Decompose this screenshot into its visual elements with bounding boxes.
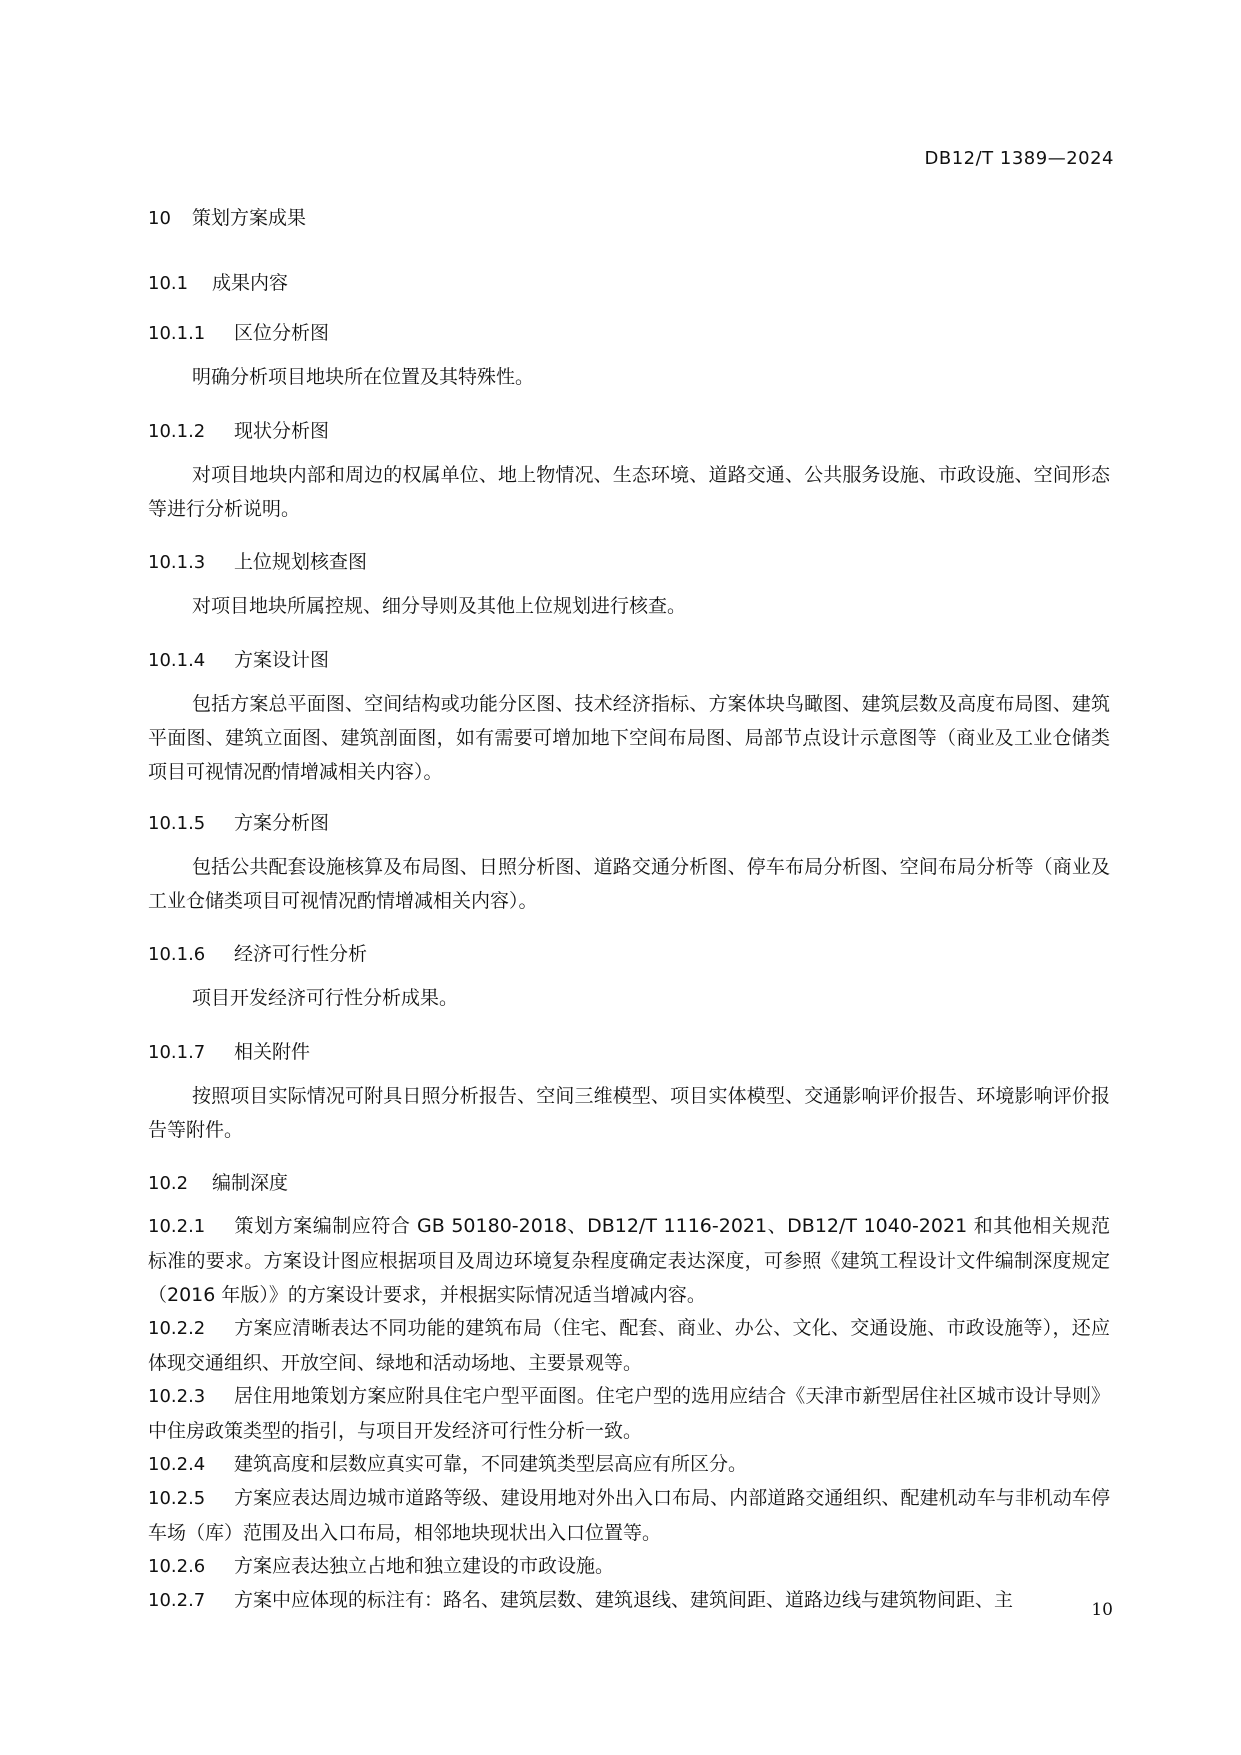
section-number: 10.2 xyxy=(148,1173,189,1194)
paragraph: 项目开发经济可行性分析成果。 xyxy=(192,987,459,1009)
clause-text: 方案应表达独立占地和独立建设的市政设施。 xyxy=(234,1555,615,1577)
document-code: DB12/T 1389—2024 xyxy=(924,148,1114,169)
subsection-title: 上位规划核查图 xyxy=(234,551,368,573)
paragraph: 包括公共配套设施核算及布局图、日照分析图、道路交通分析图、停车布局分析图、空间布局分析等（商业及工业仓储类项目可视情况酌情增减相关内容）。 xyxy=(148,856,1110,912)
subsection-number: 10.1.6 xyxy=(148,944,206,965)
subsection-heading xyxy=(148,1037,310,1064)
paragraph: 对项目地块所属控规、细分导则及其他上位规划进行核查。 xyxy=(192,595,687,617)
clause-number: 10.2.4 xyxy=(148,1454,206,1475)
clause xyxy=(148,1583,1110,1617)
subsection-title: 现状分析图 xyxy=(234,420,330,442)
clause-text: 建筑高度和层数应真实可靠，不同建筑类型层高应有所区分。 xyxy=(234,1453,748,1475)
chapter-heading xyxy=(148,203,306,230)
page-number: 10 xyxy=(1091,1600,1113,1620)
paragraph: 对项目地块内部和周边的权属单位、地上物情况、生态环境、道路交通、公共服务设施、市政设施、空间形态等进行分析说明。 xyxy=(148,464,1110,520)
subsection-title: 方案设计图 xyxy=(234,649,330,671)
clause-text: 方案应表达周边城市道路等级、建设用地对外出入口布局、内部道路交通组织、配建机动车与非机动车停车场（库）范围及出入口布局，相邻地块现状出入口位置等。 xyxy=(148,1487,1110,1544)
subsection-heading xyxy=(148,808,329,835)
subsection-heading xyxy=(148,939,367,966)
clause xyxy=(148,1481,1110,1550)
chapter-title: 策划方案成果 xyxy=(192,207,307,229)
chapter-number: 10 xyxy=(148,208,171,229)
section-number: 10.1 xyxy=(148,273,189,294)
subsection-heading xyxy=(148,416,329,443)
clause-number: 10.2.3 xyxy=(148,1386,206,1407)
clause xyxy=(148,1447,1110,1482)
clause-number: 10.2.2 xyxy=(148,1318,206,1339)
subsection-title: 经济可行性分析 xyxy=(234,943,368,965)
subsection-title: 方案分析图 xyxy=(234,812,330,834)
clause xyxy=(148,1549,1110,1584)
subsection-number: 10.1.3 xyxy=(148,552,206,573)
subsection-heading xyxy=(148,318,329,345)
clause-number: 10.2.1 xyxy=(148,1216,206,1237)
paragraph: 按照项目实际情况可附具日照分析报告、空间三维模型、项目实体模型、交通影响评价报告、环境影响评价报告等附件。 xyxy=(148,1085,1110,1141)
clause xyxy=(148,1379,1110,1448)
subsection-heading xyxy=(148,645,329,672)
section-heading xyxy=(148,1168,288,1195)
subsection-number: 10.1.2 xyxy=(148,421,206,442)
subsection-title: 区位分析图 xyxy=(234,322,330,344)
paragraph: 包括方案总平面图、空间结构或功能分区图、技术经济指标、方案体块鸟瞰图、建筑层数及高度布局图、建筑平面图、建筑立面图、建筑剖面图，如有需要可增加地下空间布局图、局部节点设计示意图等（商业及工业仓储类项目可视情况酌情增减相关内容）。 xyxy=(148,693,1110,783)
clause-text: 居住用地策划方案应附具住宅户型平面图。住宅户型的选用应结合《天津市新型居住社区城市设计导则》中住房政策类型的指引，与项目开发经济可行性分析一致。 xyxy=(148,1385,1110,1442)
clause-text: 策划方案编制应符合 GB 50180-2018、DB12/T 1116-2021、DB12/T 1040-2021 和其他相关规范标准的要求。方案设计图应根据项目及周边环境复杂程度确定表达深度，可参照《建筑工程设计文件编制深度规定（2016 年版）》的方案设计要求，并根据实际情况适当增减内容。 xyxy=(148,1215,1110,1306)
subsection-number: 10.1.7 xyxy=(148,1042,206,1063)
clause-text: 方案应清晰表达不同功能的建筑布局（住宅、配套、商业、办公、文化、交通设施、市政设施等），还应体现交通组织、开放空间、绿地和活动场地、主要景观等。 xyxy=(148,1317,1110,1374)
section-title: 编制深度 xyxy=(212,1172,289,1194)
section-heading xyxy=(148,268,288,295)
subsection-heading xyxy=(148,547,367,574)
clause-number: 10.2.6 xyxy=(148,1556,206,1577)
paragraph: 明确分析项目地块所在位置及其特殊性。 xyxy=(192,366,535,388)
subsection-number: 10.1.5 xyxy=(148,813,206,834)
clause-number: 10.2.5 xyxy=(148,1488,206,1509)
subsection-title: 相关附件 xyxy=(234,1041,311,1063)
clause xyxy=(148,1209,1110,1312)
section-title: 成果内容 xyxy=(212,272,289,294)
clause-text: 方案中应体现的标注有：路名、建筑层数、建筑退线、建筑间距、道路边线与建筑物间距、主 xyxy=(234,1589,1014,1611)
clause xyxy=(148,1311,1110,1380)
subsection-number: 10.1.1 xyxy=(148,323,206,344)
clause-number: 10.2.7 xyxy=(148,1590,206,1611)
subsection-number: 10.1.4 xyxy=(148,650,206,671)
